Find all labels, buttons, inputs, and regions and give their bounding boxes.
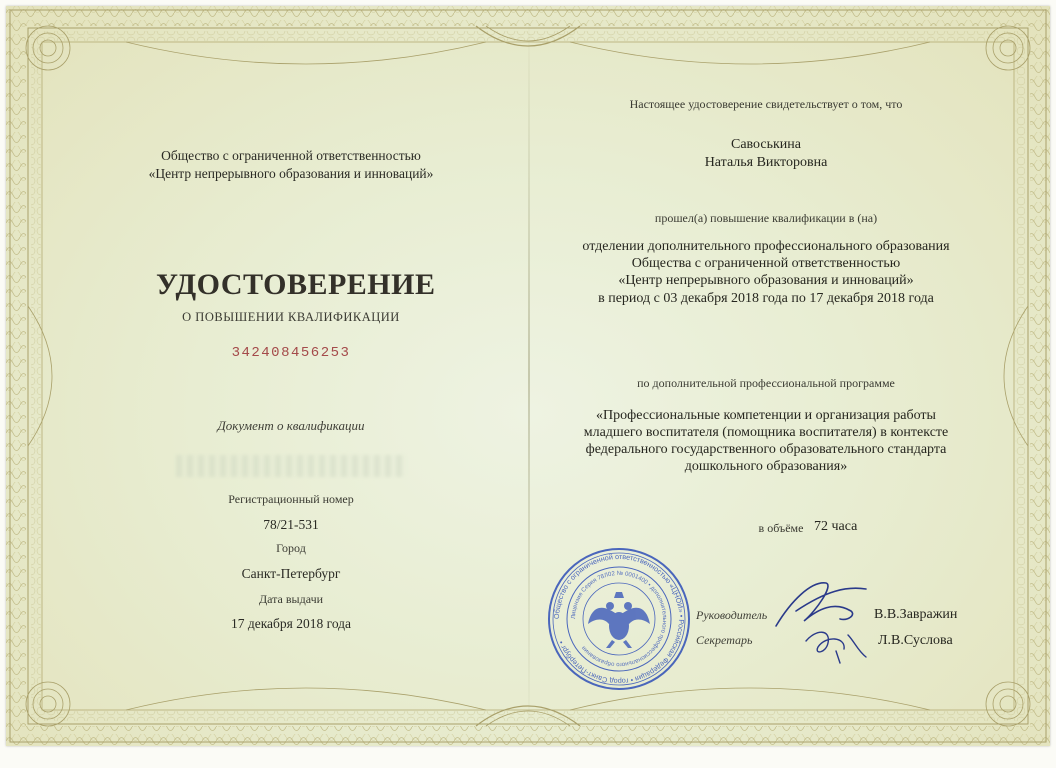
faint-watermark-band bbox=[176, 455, 406, 477]
holder-surname: Савоськина bbox=[730, 137, 801, 152]
eagle-emblem-icon bbox=[588, 592, 650, 648]
completed-text: прошел(а) повышение квалификации в (на) bbox=[654, 211, 878, 225]
secretary-label: Секретарь bbox=[696, 633, 753, 647]
document-title: УДОСТОВЕРЕНИЕ bbox=[156, 268, 436, 301]
secretary-name: Л.В.Суслова bbox=[878, 633, 953, 648]
issue-date-label: Дата выдачи bbox=[258, 592, 324, 606]
registration-label: Регистрационный номер bbox=[228, 492, 354, 506]
certificate-sheet bbox=[6, 6, 1050, 746]
department-line-3: «Центр непрерывного образования и инноваций» bbox=[618, 273, 914, 288]
org-line-1: Общество с ограниченной ответственностью bbox=[161, 148, 421, 163]
program-label: по дополнительной профессиональной программе bbox=[637, 376, 895, 390]
org-line-2: «Центр непрерывного образования и инноваций» bbox=[148, 166, 434, 181]
department-line-1: отделении дополнительного профессионального образования bbox=[582, 239, 950, 254]
serial-number: 342408456253 bbox=[231, 345, 351, 361]
program-line-4: дошкольного образования» bbox=[684, 459, 848, 474]
registration-number: 78/21-531 bbox=[263, 517, 319, 532]
program-line-2: младшего воспитателя (помощника воспитателя) в контексте bbox=[583, 425, 949, 440]
city-label: Город bbox=[276, 541, 306, 555]
official-stamp bbox=[546, 546, 692, 692]
volume-value: 72 часа bbox=[814, 519, 858, 534]
secretary-signature bbox=[796, 621, 876, 666]
stamp-ring-text: Общество с ограниченной ответственностью «ЦНОИ» • Российская Федерация • город Санкт-Петербург • bbox=[551, 551, 687, 687]
director-name: В.В.Завражин bbox=[874, 607, 958, 622]
issue-date: 17 декабря 2018 года bbox=[230, 616, 352, 631]
city-value: Санкт-Петербург bbox=[241, 566, 341, 581]
program-line-3: федерального государственного образовательного стандарта bbox=[585, 442, 947, 457]
program-line-1: «Профессиональные компетенции и организация работы bbox=[596, 408, 936, 423]
study-period: в период с 03 декабря 2018 года по 17 декабря 2018 года bbox=[598, 291, 934, 306]
volume-label: в объёме bbox=[758, 521, 804, 535]
document-subtitle: О ПОВЫШЕНИИ КВАЛИФИКАЦИИ bbox=[182, 310, 400, 324]
department-line-2: Общества с ограниченной ответственностью bbox=[631, 256, 901, 271]
page-fold bbox=[528, 6, 530, 746]
stamp-inner-text: Лицензия Серия 78Л02 № 0001400 • дополнительного профессионального образования bbox=[570, 570, 668, 668]
certifies-text: Настоящее удостоверение свидетельствует о том, что bbox=[629, 97, 903, 111]
document-type: Документ о квалификации bbox=[217, 418, 365, 433]
director-label: Руководитель bbox=[696, 608, 768, 622]
holder-name: Наталья Викторовна bbox=[704, 155, 828, 170]
